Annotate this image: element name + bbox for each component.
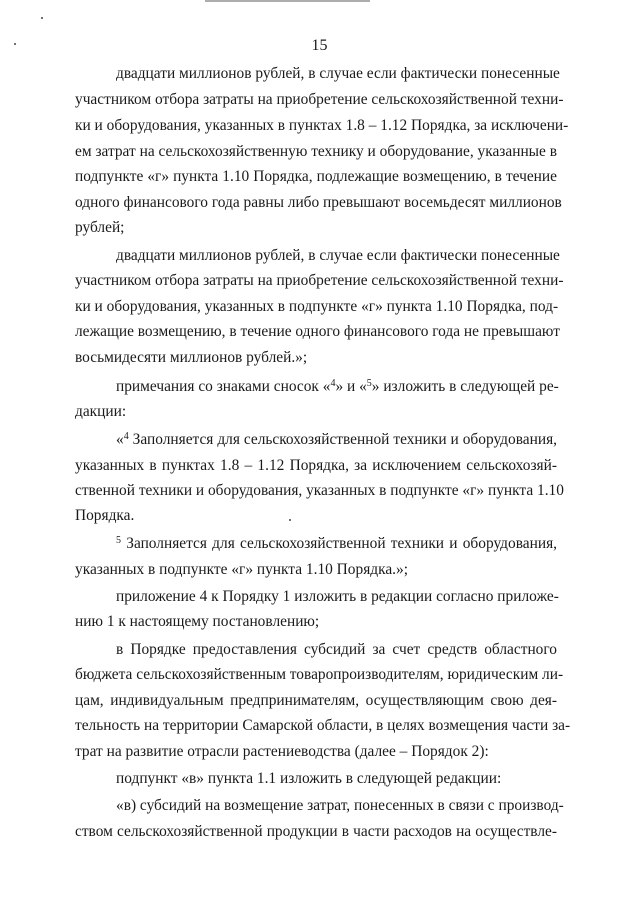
scan-artifact-top (205, 0, 370, 2)
paragraph-line: $^5$ Заполняется для сельскохозяйственной техники и оборудования, (116, 535, 557, 552)
paragraph-line: ем затрат на сельскохозяйственную технику и оборудование, указанные в (75, 143, 557, 160)
paragraph-line: участником отбора затраты на приобретение сельскохозяйственной техни- (75, 91, 564, 108)
paragraph-line: ки и оборудования, указанных в подпункте «г» пункта 1.10 Порядка, под- (75, 298, 559, 315)
footnote-mark: 5 (116, 535, 121, 546)
page-number: 15 (311, 37, 328, 54)
footnote-mark: 4 (123, 431, 129, 442)
paragraph-line: «$^4$ Заполняется для сельскохозяйственной техники и оборудования, (116, 431, 557, 448)
scan-speck (41, 17, 43, 19)
paragraph-line: Порядка. (75, 507, 135, 524)
paragraph-line: приложение 4 к Порядку 1 изложить в редакции согласно приложе- (116, 588, 559, 605)
paragraph-line: двадцати миллионов рублей, в случае если фактически понесенные (116, 247, 560, 264)
paragraph-line: в Порядке предоставления субсидий за счет средств областного (116, 641, 557, 658)
paragraph-line: восьмидесяти миллионов рублей.»; (75, 349, 308, 366)
paragraph-line: указанных в пунктах 1.8 – 1.12 Порядка, за исключением сельскохозяй- (75, 457, 557, 474)
paragraph-line: лежащие возмещению, в течение одного финансового года не превышают (75, 323, 560, 340)
footnote-mark: 4 (330, 378, 336, 389)
scan-speck (289, 519, 291, 521)
paragraph-line: ки и оборудования, указанных в пунктах 1.8 – 1.12 Порядка, за исключени- (75, 117, 569, 134)
paragraph-line: ством сельскохозяйственной продукции в части расходов на осуществле- (75, 823, 557, 840)
paragraph-line: ственной техники и оборудования, указанных в подпункте «г» пункта 1.10 (75, 482, 564, 499)
paragraph-line: подпункте «г» пункта 1.10 Порядка, подлежащие возмещению, в течение (75, 168, 557, 185)
paragraph-line: примечания со знаками сносок «$^4$» и «$^5$» изложить в следующей ре- (116, 378, 559, 395)
paragraph-line: нию 1 к настоящему постановлению; (75, 613, 320, 630)
footnote-mark: 5 (366, 378, 372, 389)
paragraph-line: двадцати миллионов рублей, в случае если фактически понесенные (116, 65, 560, 82)
paragraph-line: участником отбора затраты на приобретение сельскохозяйственной техни- (75, 272, 564, 289)
paragraph-line: «в) субсидий на возмещение затрат, понесенных в связи с производ- (116, 797, 564, 814)
paragraph-line: дакции: (75, 403, 127, 420)
paragraph-line: подпункт «в» пункта 1.1 изложить в следующей редакции: (116, 770, 502, 787)
paragraph-line: бюджета сельскохозяйственным товаропроизводителям, юридическим ли- (75, 666, 564, 683)
paragraph-line: рублей; (75, 219, 125, 236)
paragraph-line: тельность на территории Самарской области, в целях возмещения части за- (75, 717, 571, 734)
paragraph-line: указанных в подпункте «г» пункта 1.10 Порядка.»; (75, 561, 408, 578)
paragraph-line: одного финансового года равны либо превышают восемьдесят миллионов (75, 194, 562, 211)
paragraph-line: трат на развитие отрасли растениеводства (далее – Порядок 2): (75, 743, 489, 760)
paragraph-line: цам, индивидуальным предпринимателям, осуществляющим свою дея- (75, 692, 557, 709)
